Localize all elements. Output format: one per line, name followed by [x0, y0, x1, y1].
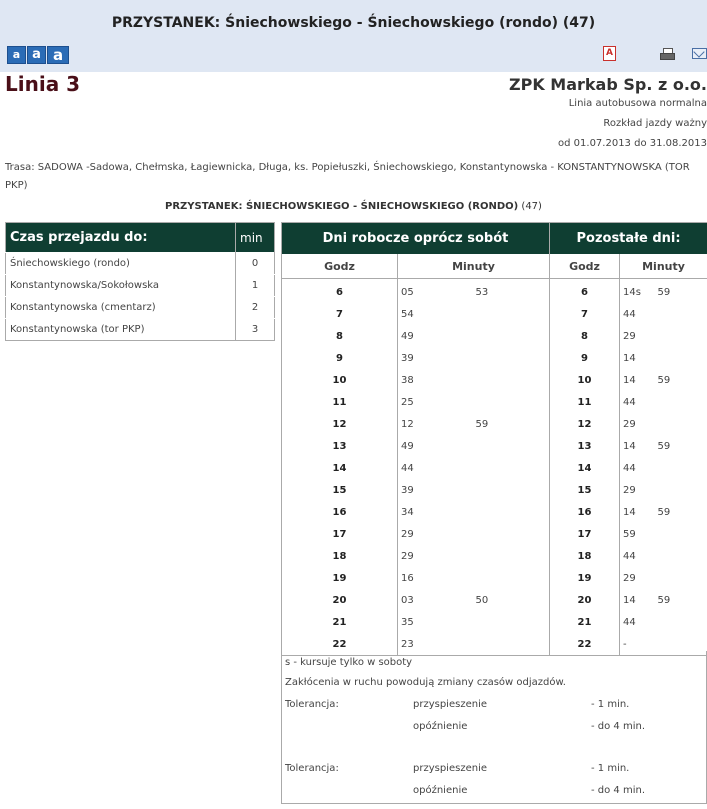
weekday-minute — [476, 457, 550, 479]
other-minute — [658, 347, 707, 369]
weekday-minute — [476, 347, 550, 369]
weekday-minute — [476, 303, 550, 325]
tolerance-label: Tolerancja: — [285, 763, 339, 774]
other-minute — [658, 479, 707, 501]
other-minute — [658, 523, 707, 545]
weekday-minute: 03 — [398, 589, 476, 611]
table-row — [6, 275, 275, 297]
timetable-row — [282, 567, 707, 589]
weekday-hour: 6 — [336, 286, 343, 298]
weekday-minute — [476, 391, 550, 413]
other-hour: 11 — [577, 396, 592, 408]
other-minute: 14 — [620, 589, 658, 611]
other-minute: 44 — [620, 457, 658, 479]
weekday-minute: 29 — [398, 545, 476, 567]
disruption-note: Zakłócenia w ruchu powodują zmiany czasów odjazdów. — [285, 677, 566, 688]
travel-stop: Konstantynowska/Sokołowska — [6, 275, 236, 297]
weekday-hour: 15 — [332, 484, 347, 496]
header-bar — [0, 0, 707, 72]
weekday-minute: 35 — [398, 611, 476, 633]
weekday-minute — [476, 435, 550, 457]
weekday-hour: 8 — [336, 330, 343, 342]
weekday-minute: 44 — [398, 457, 476, 479]
weekday-minute: 34 — [398, 501, 476, 523]
weekday-minute: 49 — [398, 435, 476, 457]
timetable-row — [282, 279, 707, 304]
other-minute: 59 — [657, 286, 671, 298]
late-label: opóźnienie — [413, 721, 468, 732]
font-small-button[interactable]: a — [7, 46, 26, 64]
weekday-hour: 12 — [332, 418, 347, 430]
travel-stop: Konstantynowska (tor PKP) — [6, 319, 236, 341]
other-hour: 16 — [577, 506, 592, 518]
other-minute: 29 — [620, 567, 658, 589]
weekday-hour: 22 — [332, 638, 347, 650]
late-value: - do 4 min. — [591, 721, 646, 732]
timetable-row — [282, 523, 707, 545]
travel-min-header: min — [236, 223, 275, 253]
travel-time-table — [5, 222, 275, 341]
weekday-minute — [476, 567, 550, 589]
line-type: Linia autobusowa normalna — [568, 98, 707, 109]
weekday-minute — [476, 369, 550, 391]
other-hour: 9 — [581, 352, 588, 364]
weekday-minute: 59 — [476, 413, 550, 435]
other-hour: 22 — [577, 638, 592, 650]
timetable-row — [282, 347, 707, 369]
departure-timetable — [281, 222, 707, 656]
weekday-minute: 25 — [398, 391, 476, 413]
other-minutes-header: Minuty — [620, 254, 707, 279]
weekday-hour: 9 — [336, 352, 343, 364]
travel-min: 1 — [236, 275, 275, 297]
other-minute: 14 — [620, 501, 658, 523]
other-minute — [658, 545, 707, 567]
other-minute — [658, 303, 707, 325]
other-hour: 20 — [577, 594, 592, 606]
line-title: Linia 3 — [5, 72, 81, 96]
weekday-hour: 11 — [332, 396, 347, 408]
other-hour: 8 — [581, 330, 588, 342]
other-minute: 59 — [657, 440, 671, 452]
other-minute: 29 — [620, 413, 658, 435]
mail-icon[interactable] — [692, 48, 707, 59]
travel-time-header: Czas przejazdu do: — [6, 223, 236, 253]
timetable-row — [282, 589, 707, 611]
other-hour: 10 — [577, 374, 592, 386]
tolerance-label: Tolerancja: — [285, 699, 339, 710]
other-minute: 59 — [620, 523, 658, 545]
timetable-row — [282, 435, 707, 457]
timetable-row — [282, 545, 707, 567]
other-minute: 14 — [620, 369, 658, 391]
weekday-hour: 14 — [332, 462, 347, 474]
other-minute: 29 — [620, 479, 658, 501]
weekday-hour: 7 — [336, 308, 343, 320]
stop-subtitle-name: PRZYSTANEK: ŚNIECHOWSKIEGO - ŚNIECHOWSKIEGO (RONDO) — [165, 201, 519, 212]
table-row — [6, 297, 275, 319]
stop-subtitle — [0, 201, 707, 212]
early-value: - 1 min. — [591, 763, 630, 774]
weekday-minute — [476, 611, 550, 633]
weekday-hour: 21 — [332, 616, 347, 628]
early-label: przyspieszenie — [413, 699, 487, 710]
weekday-hour: 20 — [332, 594, 347, 606]
other-minute — [658, 611, 707, 633]
route-description: Trasa: SADOWA -Sadowa, Chełmska, Łagiewnicka, Długa, ks. Popiełuszki, Śniechowskiego, Konstantynowska - KONSTANTYNOWSKA (TOR PKP) — [5, 162, 690, 191]
weekday-minute: 49 — [398, 325, 476, 347]
timetable-row — [282, 369, 707, 391]
toolbar — [603, 46, 707, 61]
other-minute: 59 — [657, 506, 671, 518]
late-value: - do 4 min. — [591, 785, 646, 796]
other-hour: 15 — [577, 484, 592, 496]
other-hour: 19 — [577, 572, 592, 584]
timetable-row — [282, 457, 707, 479]
weekday-minute: 39 — [398, 479, 476, 501]
other-days-header: Pozostałe dni: — [550, 223, 707, 255]
travel-stop: Śniechowskiego (rondo) — [6, 253, 236, 275]
timetable-row — [282, 325, 707, 347]
timetable-row — [282, 413, 707, 435]
late-label: opóźnienie — [413, 785, 468, 796]
font-size-controls — [7, 46, 69, 64]
print-icon[interactable] — [660, 48, 675, 60]
other-minute: 29 — [620, 325, 658, 347]
weekday-hour: 10 — [332, 374, 347, 386]
travel-min: 2 — [236, 297, 275, 319]
other-minute: 44 — [620, 545, 658, 567]
weekday-minute: 53 — [476, 279, 550, 304]
other-hour: 18 — [577, 550, 592, 562]
notes-section — [281, 651, 707, 804]
travel-min: 0 — [236, 253, 275, 275]
weekday-minute: 54 — [398, 303, 476, 325]
other-minute: 44 — [620, 391, 658, 413]
weekday-hour-header: Godz — [282, 254, 398, 279]
table-row — [6, 253, 275, 275]
pdf-icon[interactable]: A — [603, 46, 616, 61]
weekday-minutes-header: Minuty — [398, 254, 550, 279]
other-minute: 44 — [620, 303, 658, 325]
valid-label: Rozkład jazdy ważny — [603, 118, 707, 129]
timetable-row — [282, 303, 707, 325]
timetable-row — [282, 479, 707, 501]
font-large-button[interactable]: a — [47, 46, 69, 64]
weekday-minute: 29 — [398, 523, 476, 545]
weekday-minute — [476, 501, 550, 523]
timetable-row — [282, 391, 707, 413]
travel-stop: Konstantynowska (cmentarz) — [6, 297, 236, 319]
other-minute: 44 — [620, 611, 658, 633]
other-minute — [658, 457, 707, 479]
legend-note: s - kursuje tylko w soboty — [285, 657, 413, 668]
other-hour: 13 — [577, 440, 592, 452]
weekday-minute — [476, 325, 550, 347]
other-minute: 14 — [620, 435, 658, 457]
other-hour: 21 — [577, 616, 592, 628]
weekday-minute: 38 — [398, 369, 476, 391]
other-minute — [658, 391, 707, 413]
valid-range: od 01.07.2013 do 31.08.2013 — [558, 138, 707, 149]
other-hour: 7 — [581, 308, 588, 320]
other-minute — [658, 325, 707, 347]
early-value: - 1 min. — [591, 699, 630, 710]
weekday-minute: 39 — [398, 347, 476, 369]
stop-subtitle-number: (47) — [521, 201, 542, 212]
other-hour: 12 — [577, 418, 592, 430]
other-minute: 14 — [620, 347, 658, 369]
other-minute — [658, 567, 707, 589]
weekday-minute: 12 — [398, 413, 476, 435]
weekday-minute: 23 — [398, 633, 476, 656]
weekday-hour: 16 — [332, 506, 347, 518]
travel-min: 3 — [236, 319, 275, 341]
weekday-hour: 18 — [332, 550, 347, 562]
timetable-row — [282, 501, 707, 523]
weekday-minute — [476, 545, 550, 567]
other-hour: 17 — [577, 528, 592, 540]
other-hour-header: Godz — [550, 254, 620, 279]
weekday-header: Dni robocze oprócz sobót — [282, 223, 550, 255]
other-hour: 14 — [577, 462, 592, 474]
font-medium-button[interactable]: a — [27, 46, 46, 64]
weekday-minute: 50 — [476, 589, 550, 611]
other-minute: - — [620, 633, 658, 656]
other-minute — [658, 413, 707, 435]
other-minute: 59 — [657, 374, 671, 386]
weekday-minute — [476, 523, 550, 545]
weekday-hour: 19 — [332, 572, 347, 584]
company-name: ZPK Markab Sp. z o.o. — [508, 75, 707, 94]
page-title: PRZYSTANEK: Śniechowskiego - Śniechowskiego (rondo) (47) — [111, 15, 596, 31]
other-hour: 6 — [581, 286, 588, 298]
timetable-row — [282, 611, 707, 633]
early-label: przyspieszenie — [413, 763, 487, 774]
weekday-minute: 16 — [398, 567, 476, 589]
weekday-hour: 13 — [332, 440, 347, 452]
timetable-body — [282, 279, 707, 656]
weekday-hour: 17 — [332, 528, 347, 540]
table-row — [6, 319, 275, 341]
weekday-minute — [476, 479, 550, 501]
other-minute: 14s — [620, 279, 658, 304]
other-minute: 59 — [657, 594, 671, 606]
weekday-minute: 05 — [398, 279, 476, 304]
